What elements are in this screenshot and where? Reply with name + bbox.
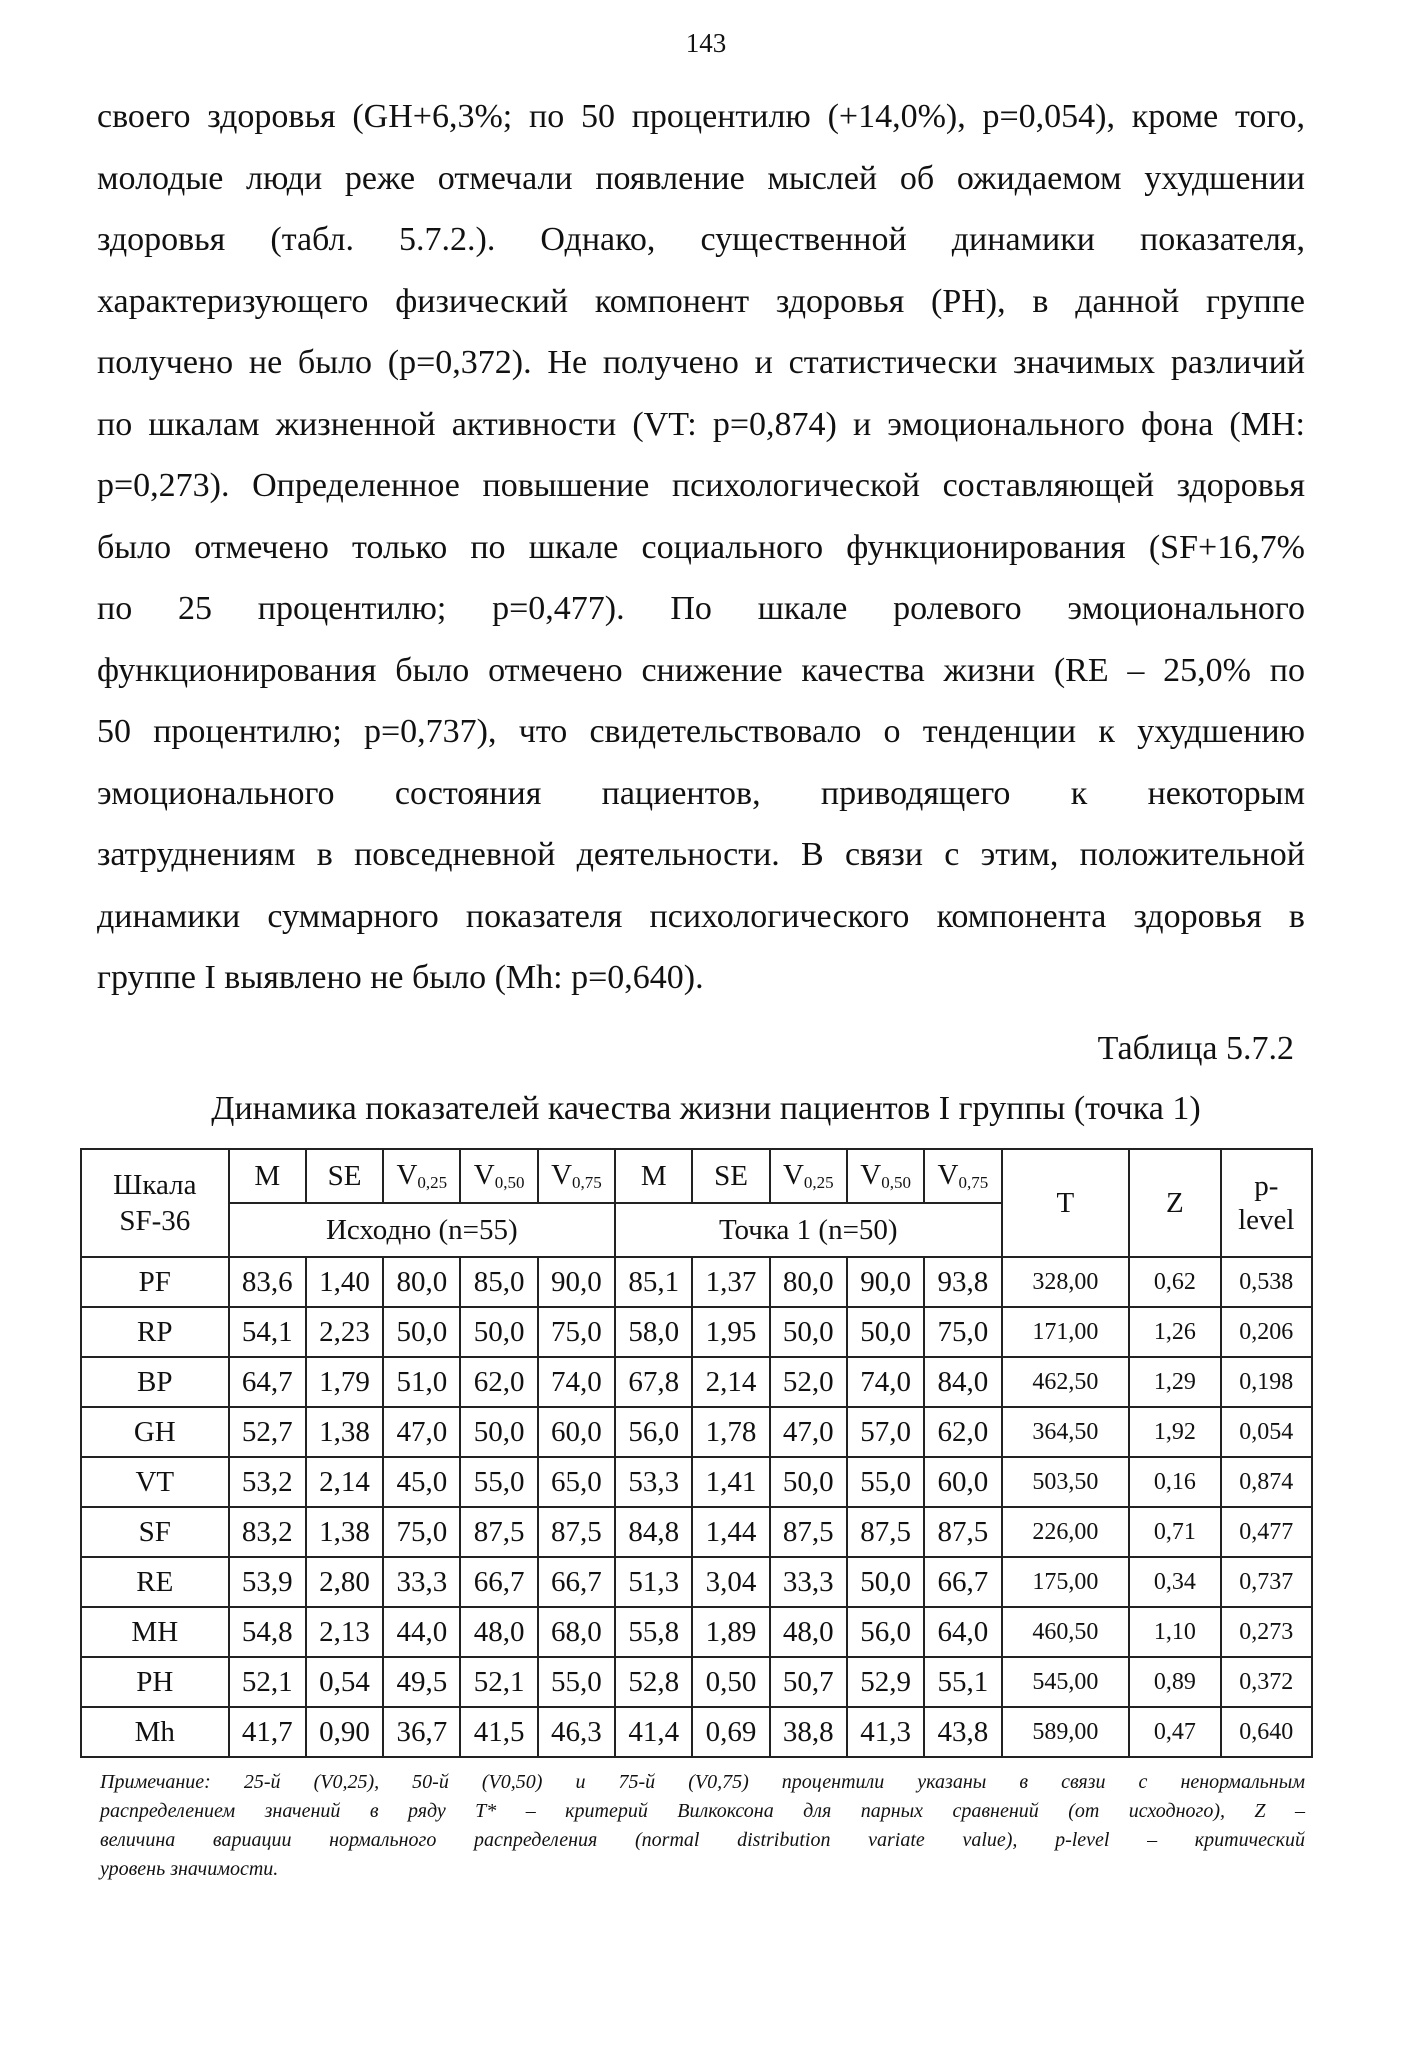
value-cell: 0,054 (1221, 1407, 1312, 1457)
value-cell: 0,50 (692, 1657, 769, 1707)
value-cell: 68,0 (538, 1607, 615, 1657)
paragraph-line: было отмечено только по шкале социального функционирования (SF+16,7% (97, 528, 1305, 566)
value-cell: 0,34 (1129, 1557, 1220, 1607)
value-cell: 93,8 (924, 1257, 1001, 1307)
value-cell: 87,5 (538, 1507, 615, 1557)
value-cell: 33,3 (770, 1557, 847, 1607)
stat-header (770, 1149, 847, 1203)
stat-header-label: V (782, 1159, 804, 1191)
stat-header (615, 1149, 692, 1203)
paragraph-line: молодые люди реже отмечали появление мыслей об ожидаемом ухудшении (97, 159, 1305, 197)
value-cell: 60,0 (538, 1407, 615, 1457)
value-cell: 54,8 (229, 1607, 306, 1657)
value-cell: 41,4 (615, 1707, 692, 1757)
value-cell: 55,0 (847, 1457, 924, 1507)
value-cell: 87,5 (770, 1507, 847, 1557)
table-row (81, 1607, 1312, 1657)
value-cell: 55,1 (924, 1657, 1001, 1707)
scale-name-cell: Mh (81, 1707, 229, 1757)
paragraph-line: получено не было (р=0,372). Не получено и статистически значимых различий (97, 344, 1305, 381)
stat-header-label: SE (327, 1159, 362, 1192)
stat-header-subscript: 0,75 (572, 1173, 602, 1192)
value-cell: 62,0 (460, 1357, 537, 1407)
value-cell: 47,0 (383, 1407, 460, 1457)
stat-header (538, 1149, 615, 1203)
value-cell: 50,0 (383, 1307, 460, 1357)
paragraph-line: функционирования было отмечено снижение качества жизни (RE – 25,0% по (97, 651, 1305, 689)
scale-name-cell: PF (81, 1257, 229, 1307)
table-number: Таблица 5.7.2 (1097, 1030, 1294, 1067)
value-cell: 55,8 (615, 1607, 692, 1657)
paragraph-line: 50 процентилю; р=0,737), что свидетельствовало о тенденции к ухудшению (97, 713, 1305, 750)
value-cell: 1,37 (692, 1257, 769, 1307)
value-cell: 50,0 (770, 1457, 847, 1507)
paragraph-line: своего здоровья (GH+6,3%; по 50 процентилю (+14,0%), р=0,054), кроме того, (97, 98, 1305, 135)
note-line: Примечание: 25-й (V0,25), 50-й (V0,50) и 75-й (V0,75) процентили указаны в связи с ненормальным (100, 1771, 1305, 1793)
value-cell: 589,00 (1002, 1707, 1130, 1757)
group-baseline-header: Исходно (n=55) (229, 1203, 615, 1257)
value-cell: 43,8 (924, 1707, 1001, 1757)
value-cell: 41,3 (847, 1707, 924, 1757)
paragraph-line: группе I выявлено не было (Mh: р=0,640). (97, 959, 704, 996)
paragraph-line: по 25 процентилю; р=0,477). По шкале ролевого эмоционального (97, 590, 1305, 627)
stat-header-label: SE (714, 1159, 748, 1192)
scale-name-cell: SF (81, 1507, 229, 1557)
scale-header (81, 1149, 229, 1257)
value-cell: 75,0 (924, 1307, 1001, 1357)
value-cell: 51,3 (615, 1557, 692, 1607)
value-cell: 52,1 (229, 1657, 306, 1707)
paragraph-line: динамики суммарного показателя психологического компонента здоровья в (97, 897, 1305, 935)
value-cell: 460,50 (1002, 1607, 1130, 1657)
value-cell: 84,8 (615, 1507, 692, 1557)
value-cell: 66,7 (538, 1557, 615, 1607)
value-cell: 50,7 (770, 1657, 847, 1707)
value-cell: 462,50 (1002, 1357, 1130, 1407)
stat-header (229, 1149, 306, 1203)
value-cell: 90,0 (538, 1257, 615, 1307)
value-cell: 0,874 (1221, 1457, 1312, 1507)
value-cell: 1,26 (1129, 1307, 1220, 1357)
value-cell: 50,0 (770, 1307, 847, 1357)
stat-header-label: V (937, 1159, 959, 1191)
value-cell: 226,00 (1002, 1507, 1130, 1557)
stat-header-subscript: 0,50 (494, 1173, 525, 1192)
value-cell: 0,69 (692, 1707, 769, 1757)
value-cell: 46,3 (538, 1707, 615, 1757)
paragraph-line: здоровья (табл. 5.7.2.). Однако, существенной динамики показателя, (97, 221, 1305, 258)
value-cell: 56,0 (615, 1407, 692, 1457)
value-cell: 65,0 (538, 1457, 615, 1507)
value-cell: 1,10 (1129, 1607, 1220, 1657)
value-cell: 1,41 (692, 1457, 769, 1507)
value-cell: 51,0 (383, 1357, 460, 1407)
value-cell: 52,8 (615, 1657, 692, 1707)
value-cell: 2,14 (692, 1357, 769, 1407)
note-line: распределением значений в ряду T* – критерий Вилкоксона для парных сравнений (от исходного), Z – (100, 1800, 1305, 1822)
note-line: величина вариации нормального распределения (normal distribution variate value), p-level – критический (100, 1829, 1305, 1851)
scale-name-cell: VT (81, 1457, 229, 1507)
scale-name-cell: MH (81, 1607, 229, 1657)
value-cell: 52,9 (847, 1657, 924, 1707)
table-row (81, 1357, 1312, 1407)
stat-header-label: V (396, 1159, 418, 1191)
value-cell: 33,3 (383, 1557, 460, 1607)
stat-header-subscript: 0,75 (958, 1173, 989, 1192)
value-cell: 3,04 (692, 1557, 769, 1607)
value-cell: 1,38 (306, 1407, 383, 1457)
stat-header-label: V (860, 1159, 882, 1191)
value-cell: 0,90 (306, 1707, 383, 1757)
value-cell: 0,54 (306, 1657, 383, 1707)
stat-header-label: M (254, 1159, 281, 1192)
value-cell: 54,1 (229, 1307, 306, 1357)
paragraph-line: р=0,273). Определенное повышение психологической составляющей здоровья (97, 467, 1305, 504)
value-cell: 50,0 (847, 1307, 924, 1357)
value-cell: 0,89 (1129, 1657, 1220, 1707)
value-cell: 171,00 (1002, 1307, 1130, 1357)
table-row (81, 1707, 1312, 1757)
value-cell: 364,50 (1002, 1407, 1130, 1457)
p-level-header (1221, 1149, 1312, 1257)
value-cell: 52,7 (229, 1407, 306, 1457)
value-cell: 1,95 (692, 1307, 769, 1357)
value-cell: 0,16 (1129, 1457, 1220, 1507)
value-cell: 1,92 (1129, 1407, 1220, 1457)
scale-name-cell: RE (81, 1557, 229, 1607)
value-cell: 62,0 (924, 1407, 1001, 1457)
value-cell: 74,0 (847, 1357, 924, 1407)
value-cell: 87,5 (924, 1507, 1001, 1557)
table-row (81, 1507, 1312, 1557)
page-number: 143 (685, 28, 727, 58)
stat-header-subscript: 0,25 (417, 1173, 448, 1192)
value-cell: 80,0 (770, 1257, 847, 1307)
value-cell: 1,89 (692, 1607, 769, 1657)
value-cell: 503,50 (1002, 1457, 1130, 1507)
stat-header (306, 1149, 383, 1203)
value-cell: 1,78 (692, 1407, 769, 1457)
stat-header-label: M (640, 1159, 667, 1192)
value-cell: 0,71 (1129, 1507, 1220, 1557)
value-cell: 0,640 (1221, 1707, 1312, 1757)
value-cell: 49,5 (383, 1657, 460, 1707)
value-cell: 74,0 (538, 1357, 615, 1407)
value-cell: 328,00 (1002, 1257, 1130, 1307)
value-cell: 53,2 (229, 1457, 306, 1507)
value-cell: 83,6 (229, 1257, 306, 1307)
value-cell: 2,23 (306, 1307, 383, 1357)
scale-name-cell: GH (81, 1407, 229, 1457)
value-cell: 1,38 (306, 1507, 383, 1557)
value-cell: 75,0 (383, 1507, 460, 1557)
scale-name-cell: BP (81, 1357, 229, 1407)
scale-name-cell: RP (81, 1307, 229, 1357)
value-cell: 55,0 (460, 1457, 537, 1507)
paragraph-line: эмоционального состояния пациентов, приводящего к некоторым (97, 774, 1305, 812)
value-cell: 50,0 (460, 1407, 537, 1457)
value-cell: 0,538 (1221, 1257, 1312, 1307)
z-header: Z (1129, 1149, 1220, 1257)
value-cell: 0,47 (1129, 1707, 1220, 1757)
table-row (81, 1657, 1312, 1707)
value-cell: 36,7 (383, 1707, 460, 1757)
value-cell: 53,3 (615, 1457, 692, 1507)
t-header: T (1002, 1149, 1130, 1257)
value-cell: 0,198 (1221, 1357, 1312, 1407)
stat-header (924, 1149, 1001, 1203)
stat-header (847, 1149, 924, 1203)
value-cell: 58,0 (615, 1307, 692, 1357)
value-cell: 60,0 (924, 1457, 1001, 1507)
value-cell: 0,372 (1221, 1657, 1312, 1707)
table-caption: Динамика показателей качества жизни пациентов I группы (точка 1) (211, 1090, 1201, 1127)
table-row (81, 1307, 1312, 1357)
value-cell: 90,0 (847, 1257, 924, 1307)
quality-of-life-table (80, 1148, 1313, 1758)
value-cell: 85,0 (460, 1257, 537, 1307)
value-cell: 56,0 (847, 1607, 924, 1657)
value-cell: 47,0 (770, 1407, 847, 1457)
group-point1-header: Точка 1 (n=50) (615, 1203, 1001, 1257)
value-cell: 38,8 (770, 1707, 847, 1757)
value-cell: 52,0 (770, 1357, 847, 1407)
value-cell: 87,5 (460, 1507, 537, 1557)
stat-header-subscript: 0,50 (881, 1173, 911, 1192)
value-cell: 175,00 (1002, 1557, 1130, 1607)
stat-header (460, 1149, 537, 1203)
value-cell: 53,9 (229, 1557, 306, 1607)
paragraph-line: характеризующего физический компонент здоровья (PH), в данной группе (97, 282, 1305, 320)
stat-header (383, 1149, 460, 1203)
value-cell: 41,5 (460, 1707, 537, 1757)
value-cell: 66,7 (924, 1557, 1001, 1607)
value-cell: 64,0 (924, 1607, 1001, 1657)
value-cell: 1,44 (692, 1507, 769, 1557)
value-cell: 57,0 (847, 1407, 924, 1457)
stat-header-label: V (473, 1159, 495, 1191)
value-cell: 52,1 (460, 1657, 537, 1707)
value-cell: 50,0 (460, 1307, 537, 1357)
value-cell: 0,477 (1221, 1507, 1312, 1557)
value-cell: 44,0 (383, 1607, 460, 1657)
value-cell: 64,7 (229, 1357, 306, 1407)
value-cell: 80,0 (383, 1257, 460, 1307)
scale-header-line1: Шкала (113, 1169, 197, 1201)
value-cell: 0,206 (1221, 1307, 1312, 1357)
value-cell: 67,8 (615, 1357, 692, 1407)
value-cell: 45,0 (383, 1457, 460, 1507)
scale-name-cell: PH (81, 1657, 229, 1707)
value-cell: 75,0 (538, 1307, 615, 1357)
value-cell: 0,273 (1221, 1607, 1312, 1657)
p-level-line2: level (1238, 1204, 1295, 1236)
table-row (81, 1557, 1312, 1607)
table-row (81, 1457, 1312, 1507)
paragraph-line: затруднениям в повседневной деятельности. В связи с этим, положительной (97, 836, 1305, 873)
table-row (81, 1407, 1312, 1457)
value-cell: 2,13 (306, 1607, 383, 1657)
value-cell: 83,2 (229, 1507, 306, 1557)
value-cell: 545,00 (1002, 1657, 1130, 1707)
table-note (100, 1768, 1305, 1884)
value-cell: 0,737 (1221, 1557, 1312, 1607)
value-cell: 2,14 (306, 1457, 383, 1507)
stat-header-label: V (551, 1159, 573, 1191)
note-line: уровень значимости. (100, 1858, 279, 1880)
scale-header-line2: SF-36 (119, 1205, 191, 1237)
value-cell: 1,29 (1129, 1357, 1220, 1407)
body-paragraph (97, 86, 1305, 1009)
value-cell: 66,7 (460, 1557, 537, 1607)
value-cell: 55,0 (538, 1657, 615, 1707)
value-cell: 87,5 (847, 1507, 924, 1557)
value-cell: 1,40 (306, 1257, 383, 1307)
stat-header-subscript: 0,25 (803, 1173, 834, 1192)
value-cell: 1,79 (306, 1357, 383, 1407)
table-row (81, 1257, 1312, 1307)
value-cell: 0,62 (1129, 1257, 1220, 1307)
value-cell: 2,80 (306, 1557, 383, 1607)
value-cell: 84,0 (924, 1357, 1001, 1407)
value-cell: 41,7 (229, 1707, 306, 1757)
p-level-line1: p- (1254, 1170, 1279, 1202)
value-cell: 85,1 (615, 1257, 692, 1307)
stat-header (692, 1149, 769, 1203)
value-cell: 48,0 (460, 1607, 537, 1657)
value-cell: 48,0 (770, 1607, 847, 1657)
value-cell: 50,0 (847, 1557, 924, 1607)
paragraph-line: по шкалам жизненной активности (VT: р=0,874) и эмоционального фона (MH: (97, 405, 1305, 443)
